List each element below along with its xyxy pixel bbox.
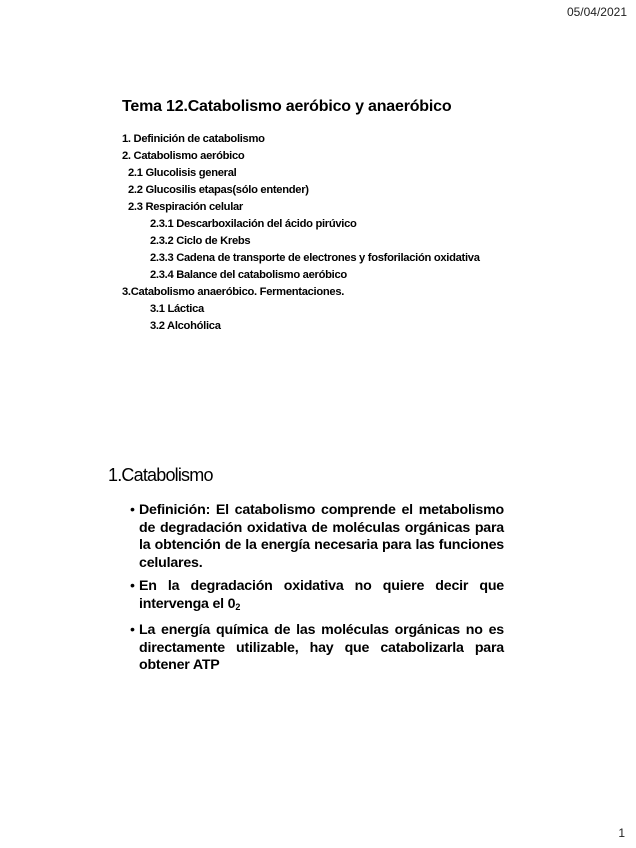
bullet-item	[130, 578, 504, 616]
bullet-item	[130, 622, 504, 675]
toc-item: 3.Catabolismo anaeróbico. Fermentaciones.	[122, 286, 345, 298]
toc-item: 2.3.3 Cadena de transporte de electrones y fosforilación oxidativa	[150, 252, 480, 264]
toc-item: 2.3.2 Ciclo de Krebs	[150, 235, 251, 247]
slide-1-title: Tema 12.Catabolismo aeróbico y anaeróbico	[122, 98, 452, 115]
bullet-text: La energía química de las moléculas orgánicas no es directamente utilizable, hay que catabolizarla para obtener ATP	[139, 622, 504, 673]
toc-item: 2.1 Glucolisis general	[128, 167, 237, 179]
bullet-list	[108, 502, 504, 675]
toc-item: 2. Catabolismo aeróbico	[122, 150, 245, 162]
slide-1	[122, 98, 522, 335]
table-of-contents	[122, 131, 522, 335]
toc-item: 1. Definición de catabolismo	[122, 133, 265, 145]
bullet-icon: •	[130, 578, 135, 594]
bullet-text: Definición: El catabolismo comprende el metabolismo de degradación oxidativa de moléculas orgánicas para la obtención de la energía necesaria para las funciones celulares.	[139, 502, 504, 571]
bullet-item	[130, 502, 504, 572]
toc-item: 2.3.1 Descarboxilación del ácido pirúvico	[150, 218, 357, 230]
page-date: 05/04/2021	[566, 5, 627, 19]
toc-item: 2.3 Respiración celular	[128, 201, 243, 213]
toc-item: 2.3.4 Balance del catabolismo aeróbico	[150, 269, 347, 281]
subscript-text: 2	[235, 601, 241, 612]
page-number: 1	[618, 826, 625, 840]
bullet-icon: •	[130, 622, 135, 638]
toc-item: 2.2 Glucosilis etapas(sólo entender)	[128, 184, 309, 196]
toc-item: 3.2 Alcohólica	[150, 320, 221, 332]
bullet-text: En la degradación oxidativa no quiere decir que intervenga el 0	[139, 578, 504, 612]
slide-2-title: 1.Catabolismo	[108, 465, 213, 485]
slide-2	[108, 465, 508, 681]
toc-item: 3.1 Láctica	[150, 303, 204, 315]
bullet-icon: •	[130, 502, 135, 518]
